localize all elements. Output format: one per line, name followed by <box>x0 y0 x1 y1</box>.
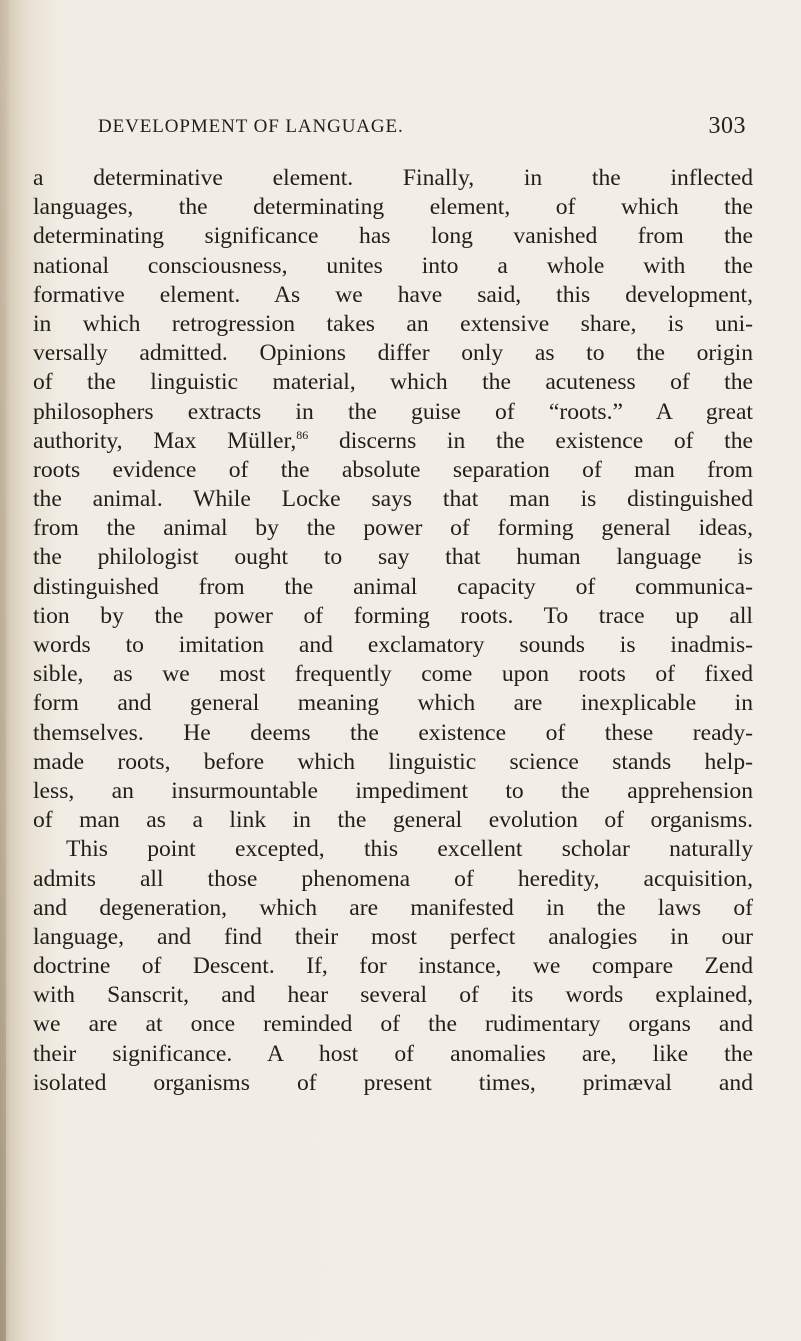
text-line-with-footnote <box>33 427 753 456</box>
body-text <box>33 164 753 1098</box>
text-line: form and general meaning which are inexplicable in <box>33 690 753 717</box>
text-line: tion by the power of forming roots. To trace up all <box>33 602 753 629</box>
text-line: from the animal by the power of forming general ideas, <box>33 515 753 542</box>
text-line: determinating significance has long vanished from the <box>33 223 753 250</box>
text-line: words to imitation and exclamatory sounds is inadmis- <box>33 632 753 658</box>
text-line: doctrine of Descent. If, for instance, we compare Zend <box>33 953 753 980</box>
text-line: isolated organisms of present times, primæval and <box>33 1069 753 1096</box>
text-line: their significance. A host of anomalies are, like the <box>33 1040 753 1067</box>
text-segment: authority, Max Müller, <box>33 427 297 454</box>
text-line: national consciousness, unites into a whole with the <box>33 252 753 279</box>
text-line: of man as a link in the general evolution of organisms. <box>33 807 753 834</box>
text-line: made roots, before which linguistic science stands help- <box>33 748 753 775</box>
binding-gutter <box>0 0 6 1341</box>
text-line: distinguished from the animal capacity of communica- <box>33 573 753 600</box>
text-line: a determinative element. Finally, in the inflected <box>33 165 753 191</box>
text-line: formative element. As we have said, this development, <box>33 281 753 308</box>
text-line: with Sanscrit, and hear several of its words explained, <box>33 982 753 1009</box>
text-line: less, an insurmountable impediment to the apprehension <box>33 777 753 804</box>
footnote-reference[interactable]: 86 <box>296 427 309 442</box>
text-line: versally admitted. Opinions differ only as to the origin <box>33 340 753 367</box>
text-line: in which retrogression takes an extensive share, is uni- <box>33 310 753 337</box>
text-line: we are at once reminded of the rudimentary organs and <box>33 1011 753 1038</box>
text-line: roots evidence of the absolute separation of man from <box>33 456 753 483</box>
text-line: the philologist ought to say that human language is <box>33 544 753 571</box>
text-line: sible, as we most frequently come upon roots of fixed <box>33 661 753 688</box>
text-line: languages, the determinating element, of which the <box>33 194 753 221</box>
text-line: philosophers extracts in the guise of “roots.” A great <box>33 398 753 425</box>
text-line: language, and find their most perfect analogies in our <box>33 923 753 950</box>
paragraph-start-line: This point excepted, this excellent scholar naturally <box>66 836 753 863</box>
running-title: DEVELOPMENT OF LANGUAGE. <box>98 116 404 137</box>
page-number: 303 <box>708 113 746 139</box>
text-line: themselves. He deems the existence of these ready- <box>33 719 753 746</box>
text-line: of the linguistic material, which the acuteness of the <box>33 369 753 396</box>
text-line: admits all those phenomena of heredity, acquisition, <box>33 865 753 892</box>
running-head <box>98 113 746 146</box>
text-segment: discerns in the existence of the <box>308 427 753 454</box>
text-line: and degeneration, which are manifested in the laws of <box>33 894 753 921</box>
text-line: the animal. While Locke says that man is distinguished <box>33 486 753 513</box>
